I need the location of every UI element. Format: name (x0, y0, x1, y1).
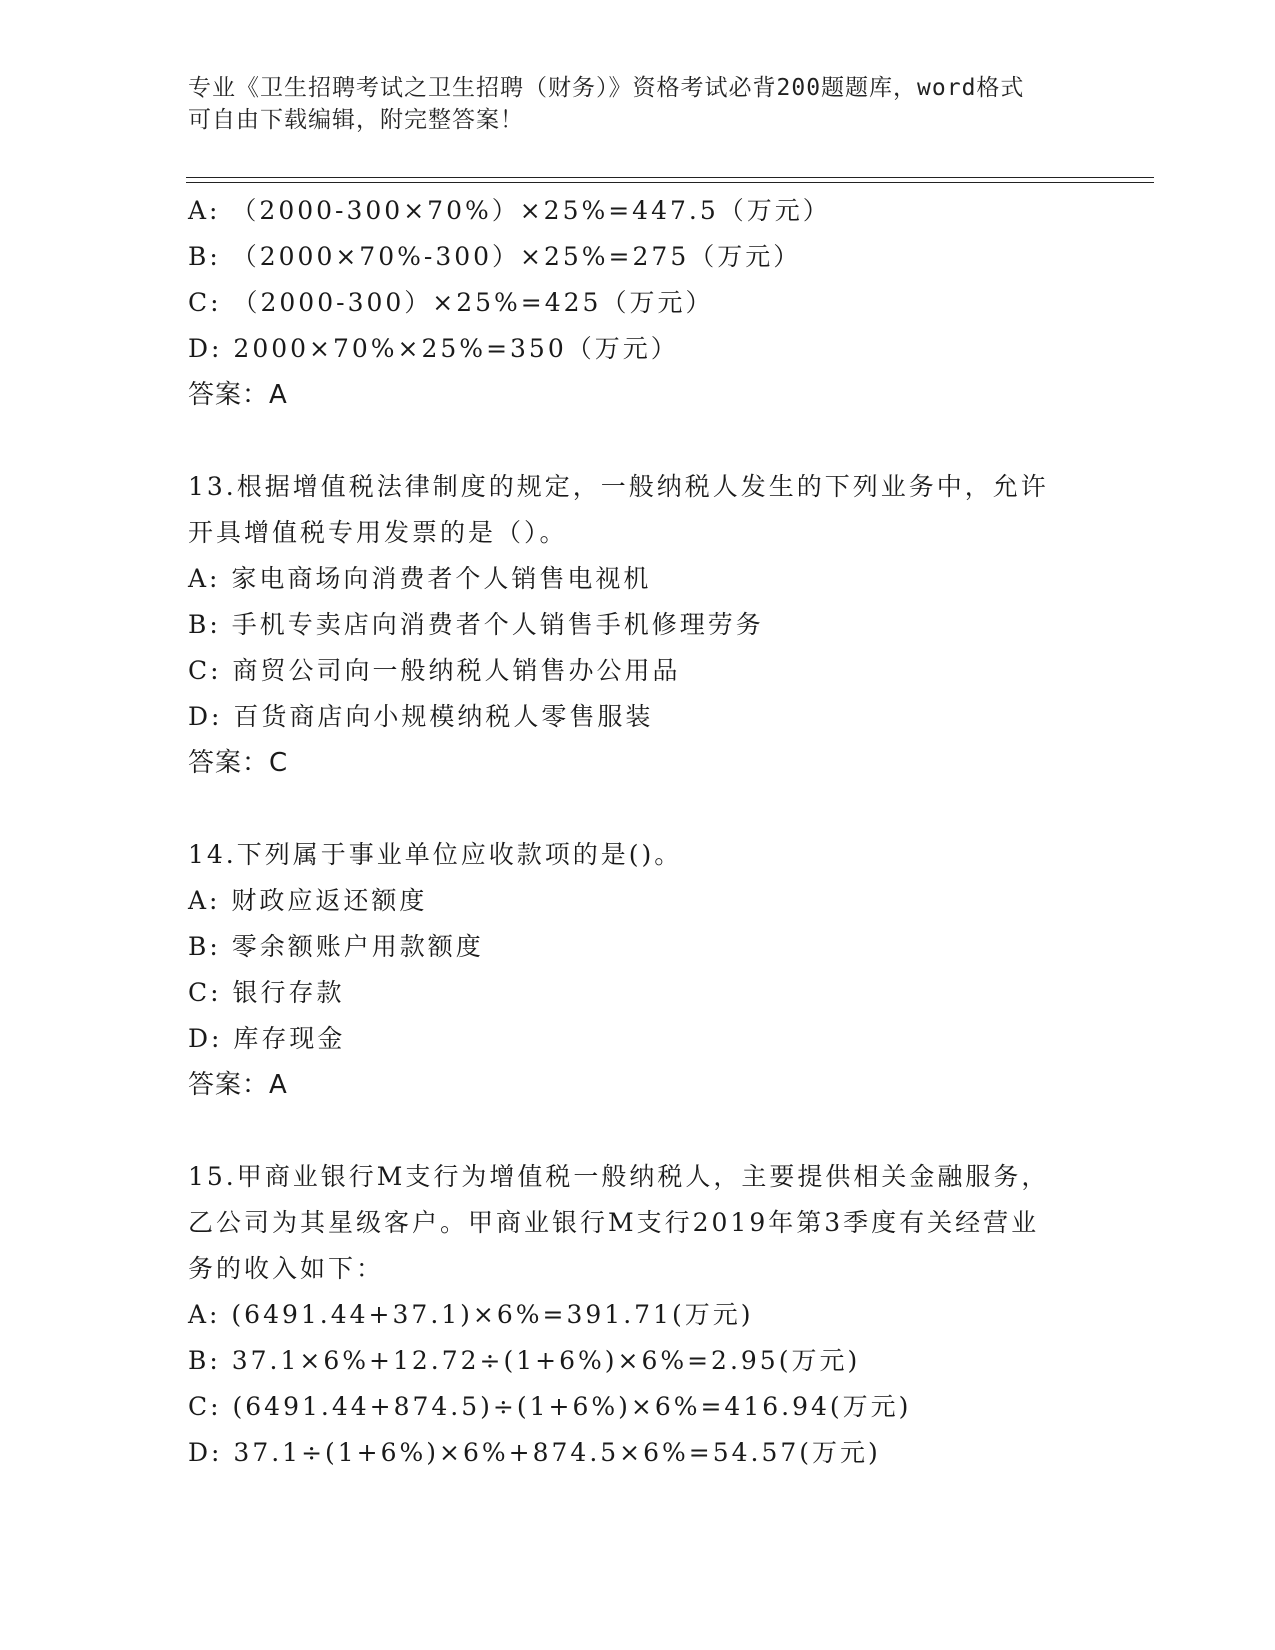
question-15-stem-line-2: 乙公司为其星级客户。甲商业银行M支行2019年第3季度有关经营业 (188, 1208, 1040, 1237)
question-15-option-a: A: (6491.44+37.1)×6%=391.71(万元) (188, 1300, 754, 1329)
question-13-block (188, 464, 1088, 786)
question-list (188, 188, 1088, 1476)
spacer (188, 1108, 1088, 1154)
question-15-stem-line-1: 15.甲商业银行M支行为增值税一般纳税人，主要提供相关金融服务， (188, 1162, 1050, 1191)
question-13-option-c: C: 商贸公司向一般纳税人销售办公用品 (188, 656, 681, 685)
question-12-answer: 答案：A (188, 380, 288, 410)
question-13-stem-line-1: 13.根据增值税法律制度的规定，一般纳税人发生的下列业务中，允许 (188, 472, 1049, 501)
question-15-option-c: C: (6491.44+874.5)÷(1+6%)×6%=416.94(万元) (188, 1392, 912, 1421)
question-12-option-b: B: （2000×70%-300）×25%=275（万元） (188, 242, 802, 271)
question-13-answer: 答案：C (188, 748, 289, 778)
question-12-block (188, 188, 1088, 418)
question-14-block (188, 832, 1088, 1108)
question-12-option-d: D: 2000×70%×25%=350（万元） (188, 334, 679, 363)
question-13-option-d: D: 百货商店向小规模纳税人零售服装 (188, 702, 654, 731)
question-15-option-d: D: 37.1÷(1+6%)×6%+874.5×6%=54.57(万元) (188, 1438, 881, 1467)
question-13-option-a: A: 家电商场向消费者个人销售电视机 (188, 564, 652, 593)
spacer (188, 786, 1088, 832)
document-header (188, 72, 1088, 136)
question-15-block (188, 1154, 1088, 1476)
header-line-2: 可自由下载编辑，附完整答案！ (188, 107, 524, 133)
question-14-option-d: D: 库存现金 (188, 1024, 346, 1053)
header-divider-bottom (186, 182, 1154, 183)
question-14-option-a: A: 财政应返还额度 (188, 886, 428, 915)
question-14-stem-line-1: 14.下列属于事业单位应收款项的是()。 (188, 840, 683, 869)
header-divider-top (186, 177, 1154, 178)
question-14-answer: 答案：A (188, 1070, 288, 1100)
question-14-option-b: B: 零余额账户用款额度 (188, 932, 484, 961)
header-line-1: 专业《卫生招聘考试之卫生招聘（财务）》资格考试必背200题题库，word格式 (188, 75, 1025, 101)
question-13-option-b: B: 手机专卖店向消费者个人销售手机修理劳务 (188, 610, 764, 639)
question-12-option-c: C: （2000-300）×25%=425（万元） (188, 288, 714, 317)
question-15-option-b: B: 37.1×6%+12.72÷(1+6%)×6%=2.95(万元) (188, 1346, 861, 1375)
question-13-stem-line-2: 开具增值税专用发票的是（）。 (188, 518, 568, 547)
question-12-option-a: A: （2000-300×70%）×25%=447.5（万元） (188, 196, 831, 225)
question-15-stem-line-3: 务的收入如下： (188, 1254, 385, 1283)
spacer (188, 418, 1088, 464)
question-14-option-c: C: 银行存款 (188, 978, 345, 1007)
